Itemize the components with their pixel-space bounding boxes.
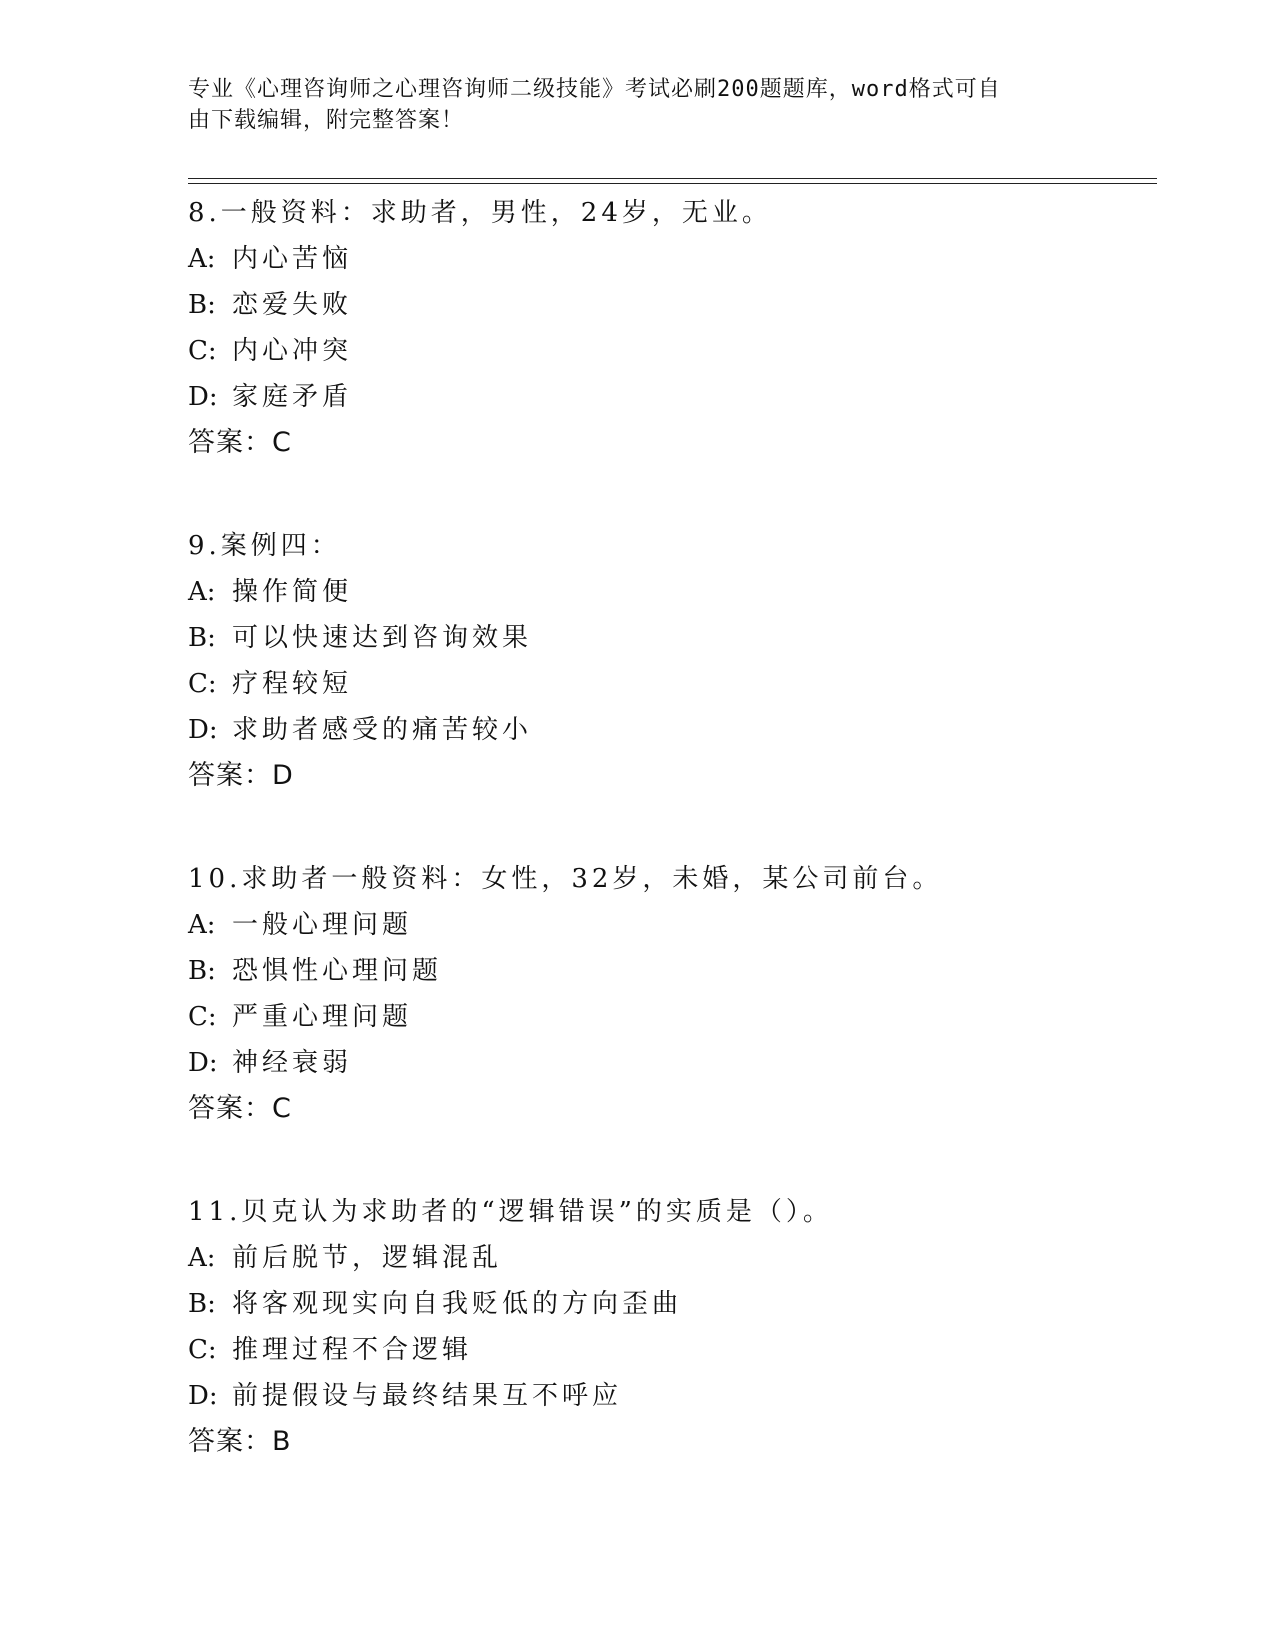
- document-header: [188, 74, 1068, 136]
- option-c: [188, 994, 1148, 1040]
- option-text: 求助者感受的痛苦较小: [232, 715, 533, 745]
- option-letter: D:: [188, 1048, 218, 1078]
- question-list: [188, 190, 1148, 1522]
- option-letter: B:: [188, 623, 216, 653]
- option-text: 可以快速达到咨询效果: [232, 623, 533, 653]
- option-text: 前后脱节，逻辑混乱: [232, 1243, 503, 1273]
- option-letter: D:: [188, 382, 218, 412]
- option-a: [188, 569, 1148, 615]
- option-a: [188, 902, 1148, 948]
- option-letter: B:: [188, 956, 216, 986]
- option-letter: C:: [188, 669, 217, 699]
- option-letter: C:: [188, 1335, 217, 1365]
- option-c: [188, 1327, 1148, 1373]
- option-text: 家庭矛盾: [232, 382, 353, 412]
- answer-line: 答案：B: [188, 1426, 292, 1457]
- option-letter: C:: [188, 336, 217, 366]
- option-a: [188, 1235, 1148, 1281]
- question-11: [188, 1189, 1148, 1465]
- option-c: [188, 661, 1148, 707]
- option-text: 严重心理问题: [232, 1002, 413, 1032]
- option-letter: B:: [188, 1289, 216, 1319]
- option-text: 恐惧性心理问题: [232, 956, 443, 986]
- option-letter: A:: [188, 1243, 216, 1273]
- option-text: 前提假设与最终结果互不呼应: [232, 1381, 623, 1411]
- answer-line: 答案：D: [188, 760, 294, 791]
- option-text: 一般心理问题: [232, 910, 413, 940]
- question-8: [188, 190, 1148, 466]
- option-text: 内心冲突: [232, 336, 353, 366]
- header-divider-bottom: [188, 183, 1157, 184]
- header-line-2: 由下载编辑，附完整答案！: [188, 108, 465, 133]
- option-letter: A:: [188, 577, 216, 607]
- option-letter: B:: [188, 290, 216, 320]
- option-b: [188, 1281, 1148, 1327]
- option-text: 疗程较短: [232, 669, 353, 699]
- option-b: [188, 615, 1148, 661]
- question-9: [188, 523, 1148, 799]
- answer-line: 答案：C: [188, 1093, 292, 1124]
- option-letter: D:: [188, 715, 218, 745]
- option-a: [188, 236, 1148, 282]
- question-stem: 10.求助者一般资料：女性，32岁，未婚，某公司前台。: [188, 864, 943, 894]
- option-text: 恋爱失败: [232, 290, 353, 320]
- option-text: 操作简便: [232, 577, 353, 607]
- option-b: [188, 948, 1148, 994]
- option-letter: A:: [188, 910, 216, 940]
- answer-line: 答案：C: [188, 427, 292, 458]
- question-stem: 11.贝克认为求助者的“逻辑错误”的实质是（）。: [188, 1197, 833, 1227]
- question-10: [188, 856, 1148, 1132]
- option-d: [188, 1040, 1148, 1086]
- option-d: [188, 707, 1148, 753]
- option-letter: D:: [188, 1381, 218, 1411]
- header-divider-top: [188, 178, 1157, 179]
- option-letter: A:: [188, 244, 216, 274]
- option-text: 内心苦恼: [232, 244, 353, 274]
- question-stem: 8.一般资料：求助者，男性，24岁，无业。: [188, 198, 772, 228]
- option-text: 推理过程不合逻辑: [232, 1335, 473, 1365]
- option-b: [188, 282, 1148, 328]
- option-letter: C:: [188, 1002, 217, 1032]
- option-d: [188, 1373, 1148, 1419]
- option-text: 将客观现实向自我贬低的方向歪曲: [232, 1289, 683, 1319]
- question-stem: 9.案例四：: [188, 531, 341, 561]
- option-c: [188, 328, 1148, 374]
- option-text: 神经衰弱: [232, 1048, 353, 1078]
- header-line-1: 专业《心理咨询师之心理咨询师二级技能》考试必刷200题题库，word格式可自: [188, 77, 1001, 102]
- option-d: [188, 374, 1148, 420]
